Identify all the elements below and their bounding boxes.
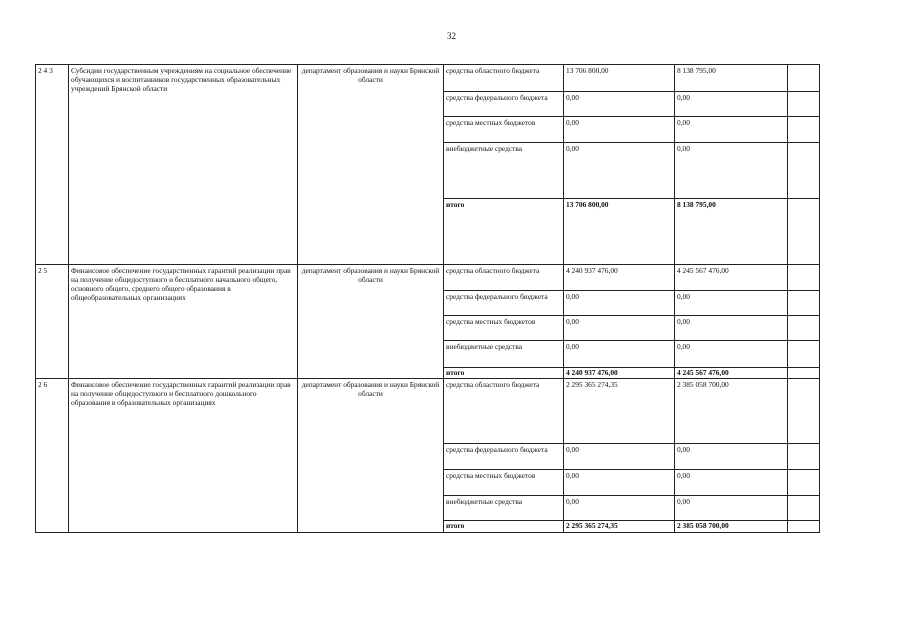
empty-cell [788, 65, 820, 92]
budget-table [35, 64, 820, 533]
funding-source: средства областного бюджета [444, 379, 564, 444]
value-2: 2 385 058 700,00 [675, 379, 788, 444]
value-2: 4 245 567 476,00 [675, 265, 788, 291]
value-2: 0,00 [675, 470, 788, 496]
value-2: 0,00 [675, 291, 788, 316]
value-1: 0,00 [564, 291, 675, 316]
value-2: 0,00 [675, 341, 788, 368]
item-department: департамент образования и науки Брянской области [298, 265, 444, 379]
funding-source: средства местных бюджетов [444, 117, 564, 143]
empty-cell [788, 444, 820, 470]
funding-source: внебюджетные средства [444, 341, 564, 368]
value-2-total: 2 385 058 700,00 [675, 521, 788, 533]
value-2: 0,00 [675, 496, 788, 521]
empty-cell [788, 496, 820, 521]
table-row [36, 65, 820, 92]
funding-source: средства федерального бюджета [444, 92, 564, 117]
item-name: Финансовое обеспечение государственных гарантий реализации прав на получение общедоступного и бесплатного начального общего, основного общего, среднего общего образования в общеобразовательных организациях [69, 265, 298, 379]
value-1: 0,00 [564, 92, 675, 117]
value-2: 0,00 [675, 92, 788, 117]
funding-source-total: итого [444, 521, 564, 533]
empty-cell [788, 379, 820, 444]
value-1-total: 4 240 937 476,00 [564, 368, 675, 379]
empty-cell [788, 470, 820, 496]
empty-cell [788, 199, 820, 265]
empty-cell [788, 341, 820, 368]
funding-source: средства федерального бюджета [444, 444, 564, 470]
funding-source: внебюджетные средства [444, 496, 564, 521]
value-2-total: 8 138 795,00 [675, 199, 788, 265]
value-2: 0,00 [675, 316, 788, 341]
value-1-total: 2 295 365 274,35 [564, 521, 675, 533]
value-1-total: 13 706 800,00 [564, 199, 675, 265]
empty-cell [788, 143, 820, 199]
item-code: 2 6 [36, 379, 69, 533]
funding-source: средства местных бюджетов [444, 470, 564, 496]
item-name: Субсидии государственным учреждениям на социальное обеспечение обучающихся и воспитанников государственных образовательных учреждений Брянской области [69, 65, 298, 265]
item-department: департамент образования и науки Брянской области [298, 379, 444, 533]
value-1: 0,00 [564, 496, 675, 521]
item-name: Финансовое обеспечение государственных гарантий реализации прав на получение общедоступного и бесплатного дошкольного образования в образовательных организациях [69, 379, 298, 533]
value-2: 0,00 [675, 444, 788, 470]
funding-source-total: итого [444, 199, 564, 265]
table-row [36, 379, 820, 444]
item-code: 2 5 [36, 265, 69, 379]
value-1: 0,00 [564, 316, 675, 341]
funding-source: средства местных бюджетов [444, 316, 564, 341]
empty-cell [788, 117, 820, 143]
item-department: департамент образования и науки Брянской области [298, 65, 444, 265]
value-2: 8 138 795,00 [675, 65, 788, 92]
value-2: 0,00 [675, 117, 788, 143]
empty-cell [788, 368, 820, 379]
empty-cell [788, 92, 820, 117]
funding-source: средства федерального бюджета [444, 291, 564, 316]
value-1: 13 706 800,00 [564, 65, 675, 92]
page-number: 32 [447, 31, 456, 41]
value-1: 0,00 [564, 470, 675, 496]
empty-cell [788, 316, 820, 341]
item-code: 2 4 3 [36, 65, 69, 265]
table-row [36, 265, 820, 291]
funding-source: внебюджетные средства [444, 143, 564, 199]
value-1: 0,00 [564, 341, 675, 368]
value-2-total: 4 245 567 476,00 [675, 368, 788, 379]
funding-source: средства областного бюджета [444, 65, 564, 92]
value-1: 4 240 937 476,00 [564, 265, 675, 291]
funding-source: средства областного бюджета [444, 265, 564, 291]
empty-cell [788, 521, 820, 533]
value-1: 0,00 [564, 444, 675, 470]
value-1: 2 295 365 274,35 [564, 379, 675, 444]
empty-cell [788, 291, 820, 316]
value-1: 0,00 [564, 143, 675, 199]
funding-source-total: итого [444, 368, 564, 379]
value-2: 0,00 [675, 143, 788, 199]
empty-cell [788, 265, 820, 291]
value-1: 0,00 [564, 117, 675, 143]
